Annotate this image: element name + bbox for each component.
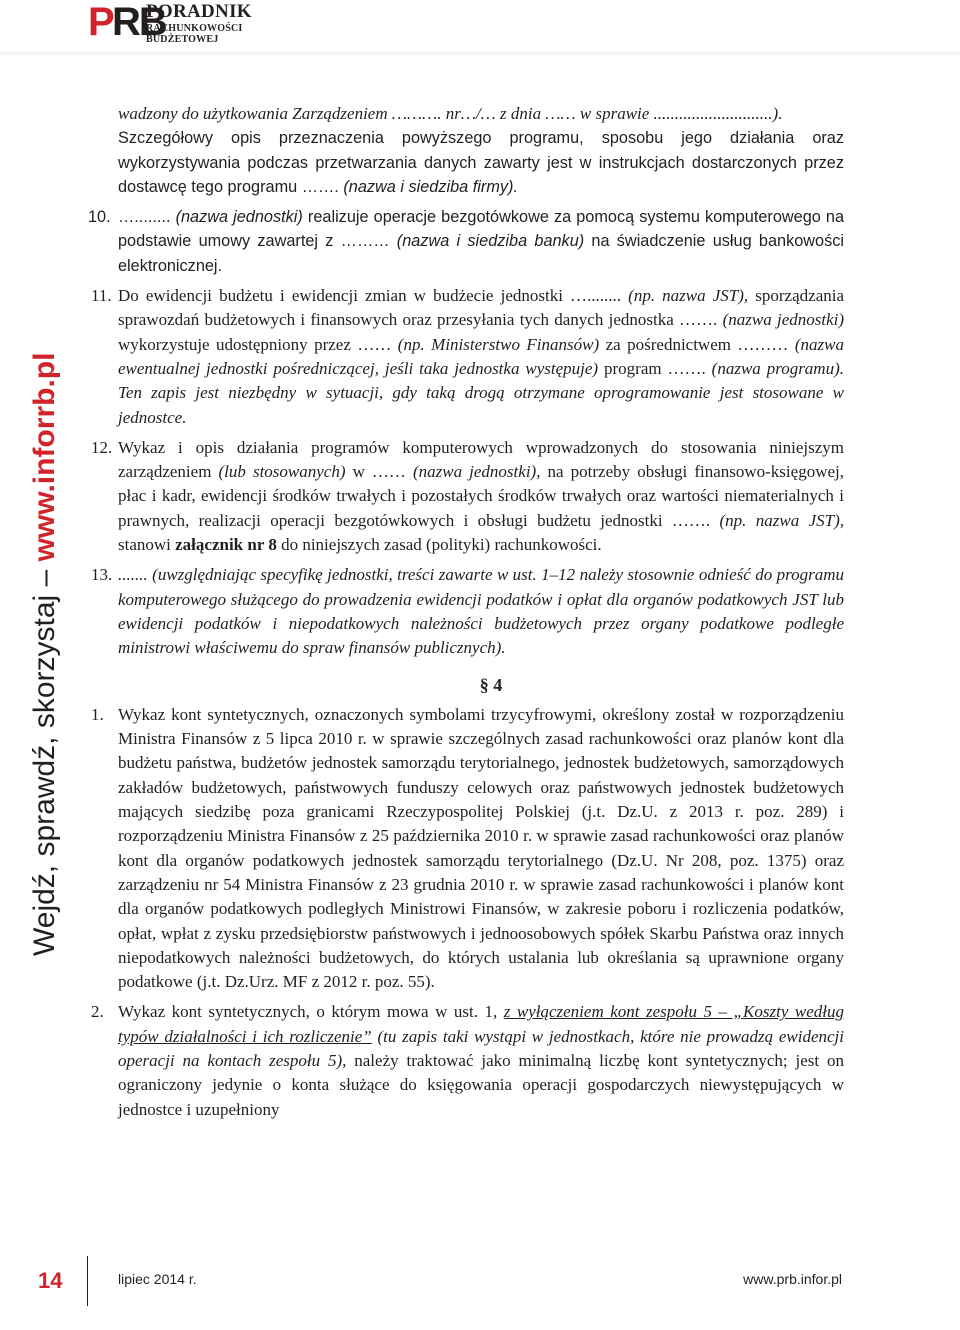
item-number: 1. <box>91 704 104 724</box>
item-number: 10. <box>88 208 111 227</box>
list-item-10: 10. …........ (nazwa jednostki) realizuje operacje bezgotówkowe za pomocą systemu komputerowego na podstawie umowy zawartej z ……… (nazwa i siedziba banku) na świadczenie usług bankowości elektronicznej. <box>118 205 844 278</box>
header-divider <box>0 52 960 56</box>
footer-website-link[interactable]: www.prb.infor.pl <box>743 1271 842 1287</box>
footer-divider <box>87 1256 88 1306</box>
item-number: 2. <box>91 1002 104 1022</box>
side-banner-link[interactable]: www.inforrb.pl <box>28 352 61 562</box>
list-item-11: 11. Do ewidencji budżetu i ewidencji zmian w budżecie jednostki …........ (np. nazwa JST), sporządzania sprawozdań budżetowych i finansowych oraz przesyłania tych danych jednostka ……. (nazwa jednostki) wykorzystuje udostępniony przez …… (np. Ministerstwo Finansów) za pośrednictwem ……… (nazwa ewentualnej jednostki pośredniczącej, jeśli taka jednostka występuje) program ……. (nazwa programu). Ten zapis jest niezbędny w sytuacji, gdy taką drogą otrzymane oprogramowanie jest stosowane w jednostce. <box>91 286 845 427</box>
issue-date: lipiec 2014 r. <box>118 1271 197 1287</box>
item-number: 13. <box>91 565 113 585</box>
section-heading: § 4 <box>479 674 503 695</box>
item-number: 12. <box>91 437 113 457</box>
list-item-1: 1. Wykaz kont syntetycznych, oznaczonych symbolami trzycyfrowymi, określony został w rozporządzeniu Ministra Finansów z 5 lipca 2010 r. w sprawie szczególnych zasad rachunkowości oraz planów kont dla budżetu państwa, budżetów jednostek samorządu terytorialnego, jednostek budżetowych, samorządowych zakładów budżetowych, państwowych funduszy celowych oraz państwowych jednostek budżetowych mających siedzibę poza granicami Rzeczypospolitej Polskiej (j.t. Dz.U. z 2013 r. poz. 289) i rozporządzeniu Ministra Finansów z 25 października 2010 r. w sprawie zasad rachunkowości oraz planów kont dla organów podatkowych jednostek samorządu terytorialnego (Dz.U. Nr 208, poz. 1375) oraz zarządzeniu nr 54 Ministra Finansów z 23 grudnia 2010 r. w sprawie zasad rachunkowości i planów kont dla organów podatkowych podległych Ministrowi Finansów, w zakresie poboru i rozliczenia podatków, opłat, wpłat z zysku przedsiębiorstw państwowych i jednoosobowych spółek Skarbu Państwa oraz innych niepodatkowych należności budżetowych, do których ustalania lub określania są uprawnione organy podatkowe (j.t. Dz.Urz. MF z 2012 r. poz. 55). <box>91 704 844 992</box>
list-item-13: 13. ....... (uwzględniając specyfikę jednostki, treści zawarte w ust. 1–12 należy stosownie odnieść do programu komputerowego służącego do prowadzenia ewidencji podatków i opłat dla organów podatkowych JST lub ewidencji podatków i niepodatkowych należności budżetowych przez organy podatkowe podległe ministrowi właściwemu do spraw finansów publicznych). <box>91 565 844 658</box>
page-header <box>0 0 960 56</box>
paragraph-intro: wadzony do użytkowania Zarządzeniem ………. nr…/… z dnia …… w sprawie ............................). <box>118 104 783 123</box>
side-banner <box>28 352 61 956</box>
side-banner-text: Wejdź, sprawdź, skorzystaj – <box>28 561 61 956</box>
item-number: 11. <box>91 286 112 306</box>
page-footer <box>0 1254 960 1330</box>
document-body <box>88 102 845 1122</box>
prb-logo-text <box>146 2 252 45</box>
logo-title: PORADNIK <box>146 1 252 22</box>
logo-subtitle-1: RACHUNKOWOŚCI <box>146 23 243 34</box>
list-item-2: 2. Wykaz kont syntetycznych, o którym mowa w ust. 1, z wyłączeniem kont zespołu 5 – „Koszty według typów działalności i ich rozliczenie” (tu zapis taki wystąpi w jednostkach, które nie prowadzą ewidencji operacji na kontach zespołu 5), należy traktować jako minimalną liczbę kont syntetycznych; jest on ograniczony jedynie o konta służące do księgowania operacji gospodarczych niewystępujących w jednostce i uzupełniony <box>91 1002 845 1119</box>
page-number: 14 <box>38 1268 63 1293</box>
prb-logo-mark: P RB <box>88 0 166 44</box>
list-item-12: 12. Wykaz i opis działania programów komputerowych wprowadzonych do stosowania niniejszym zarządzeniem (lub stosowanych) w …… (nazwa jednostki), na potrzeby obsługi finansowo-księgowej, płac i kadr, ewidencji środków trwałych i pozostałych środków trwałych oraz wartości niematerialnych i prawnych, realizacji operacji bezgotówkowych i obsługi budżetu jednostki ……. (np. nazwa JST), stanowi załącznik nr 8 do niniejszych zasad (polityki) rachunkowości. <box>91 437 844 555</box>
logo-subtitle-2: BUDŻETOWEJ <box>146 34 219 45</box>
paragraph-description: Szczegółowy opis przeznaczenia powyższego programu, sposobu jego działania oraz wykorzystywania podczas przetwarzania danych zawarty jest w instrukcjach dostarczonych przez dostawcę tego programu ……. (nazwa i siedziba firmy). <box>118 129 844 196</box>
